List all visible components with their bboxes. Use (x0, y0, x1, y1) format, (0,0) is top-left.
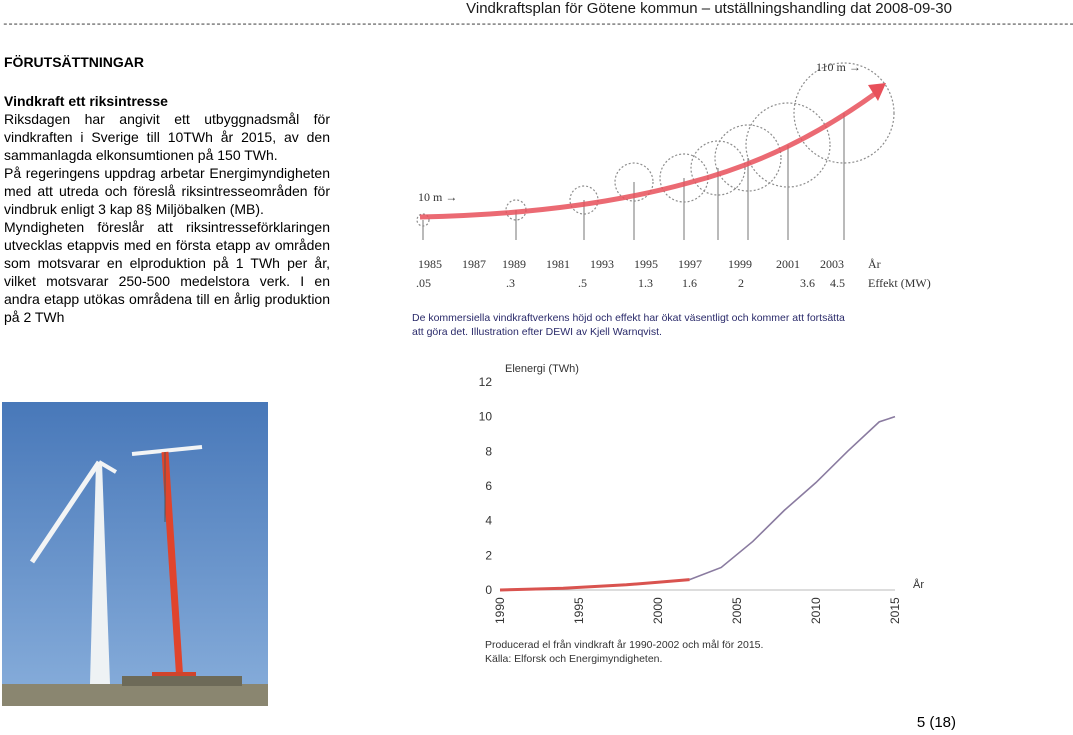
ground (2, 684, 268, 706)
y-axis-label: Elenergi (TWh) (505, 363, 579, 375)
y-tick-label: 10 (478, 409, 492, 424)
page-header-title: Vindkraftsplan för Götene kommun – utställningshandling dat 2008-09-30 (466, 0, 952, 17)
y-tick-label: 2 (485, 548, 492, 563)
x-axis-label: År (913, 579, 924, 591)
effect-6: 2 (738, 276, 744, 290)
turbine-evolution-figure (398, 55, 958, 345)
y-tick-label: 8 (485, 444, 492, 459)
y-tick-label: 12 (478, 375, 492, 389)
energy-chart (455, 352, 935, 670)
year-row (418, 257, 881, 271)
ground-vehicles (122, 676, 242, 686)
series-line-actual (500, 580, 690, 590)
height-end-label: 110 m → (816, 60, 861, 74)
year-axis-label: År (868, 257, 881, 271)
effect-4: 1.3 (638, 276, 653, 290)
effect-axis-label: Effekt (MW) (868, 276, 931, 290)
evolution-caption-line-2: att göra det. Illustration efter DEWI av Kjell Warnqvist. (412, 326, 662, 338)
turbine-1987 (506, 200, 526, 240)
paragraph-3: Myndigheten föreslår att riksintresseförklaringen utvecklas etappvis med en första etapp av områden som motsvarar en elproduktion på 1 TWh per år, vilket motsvarar 250-500 medelstora verk. I en andra etapp utökas områdena till en årlig produktion på 2 TWh (4, 219, 330, 325)
x-tick-label: 2005 (730, 597, 744, 624)
year-1989: 1989 (502, 257, 526, 271)
energy-caption-line-1: Producerad el från vindkraft år 1990-2002 och mål för 2015. (485, 639, 764, 651)
effect-row (416, 276, 931, 290)
y-tick-label: 6 (485, 479, 492, 493)
growth-arrow (420, 93, 876, 217)
x-tick-label: 2010 (809, 597, 823, 624)
y-tick-label: 4 (485, 513, 492, 528)
series-line-target (690, 417, 895, 580)
subheading: Vindkraft ett riksintresse (4, 93, 168, 109)
y-tick-label: 0 (485, 583, 492, 597)
x-tick-label: 1990 (493, 597, 507, 624)
year-1985: 1985 (418, 257, 442, 271)
effect-2: .3 (506, 276, 515, 290)
construction-photo (2, 402, 268, 706)
evolution-caption-line-1: De kommersiella vindkraftverkens höjd och effekt har ökat väsentligt och kommer att fortsätta (412, 312, 845, 324)
turbine-1999 (746, 103, 830, 240)
sky (2, 402, 268, 706)
year-2003: 2003 (820, 257, 844, 271)
effect-5: 1.6 (682, 276, 697, 290)
section-title: FÖRUTSÄTTNINGAR (4, 54, 144, 70)
turbine-1993 (660, 154, 708, 240)
year-1997: 1997 (678, 257, 702, 271)
year-1995: 1995 (634, 257, 658, 271)
year-2001: 2001 (776, 257, 800, 271)
x-tick-label: 2015 (888, 597, 902, 624)
year-1981: 1981 (546, 257, 570, 271)
year-1993: 1993 (590, 257, 614, 271)
paragraph-1: Riksdagen har angivit ett utbyggnadsmål för vindkraften i Sverige till 10TWh år 2015, av den sammanlagda elkonsumtionen på 150 TWh. (4, 111, 330, 163)
effect-1: .05 (416, 276, 431, 290)
turbine-1991 (615, 163, 653, 240)
body-text-column (4, 92, 330, 326)
x-tick-label: 2000 (651, 597, 665, 624)
effect-7: 3.6 (800, 276, 815, 290)
energy-caption-line-2: Källa: Elforsk och Energimyndigheten. (485, 653, 663, 665)
turbine-1989 (570, 186, 598, 240)
page-number: 5 (18) (916, 714, 956, 731)
effect-8: 4.5 (830, 276, 845, 290)
x-tick-label: 1995 (572, 597, 586, 624)
page-header-rule: -------------------------------------------------------------------------------------------------------------------------------------------------------------------------------------------------------------- (2, 19, 1073, 31)
effect-3: .5 (578, 276, 587, 290)
year-1999: 1999 (728, 257, 752, 271)
year-1987: 1987 (462, 257, 486, 271)
turbine-1995 (691, 141, 745, 240)
height-start-label: 10 m → (418, 190, 458, 204)
paragraph-2: På regeringens uppdrag arbetar Energimyndigheten med att utreda och föreslå riksintresseområden för vindbruk enligt 3 kap 8§ Miljöbalken (MB). (4, 165, 330, 217)
